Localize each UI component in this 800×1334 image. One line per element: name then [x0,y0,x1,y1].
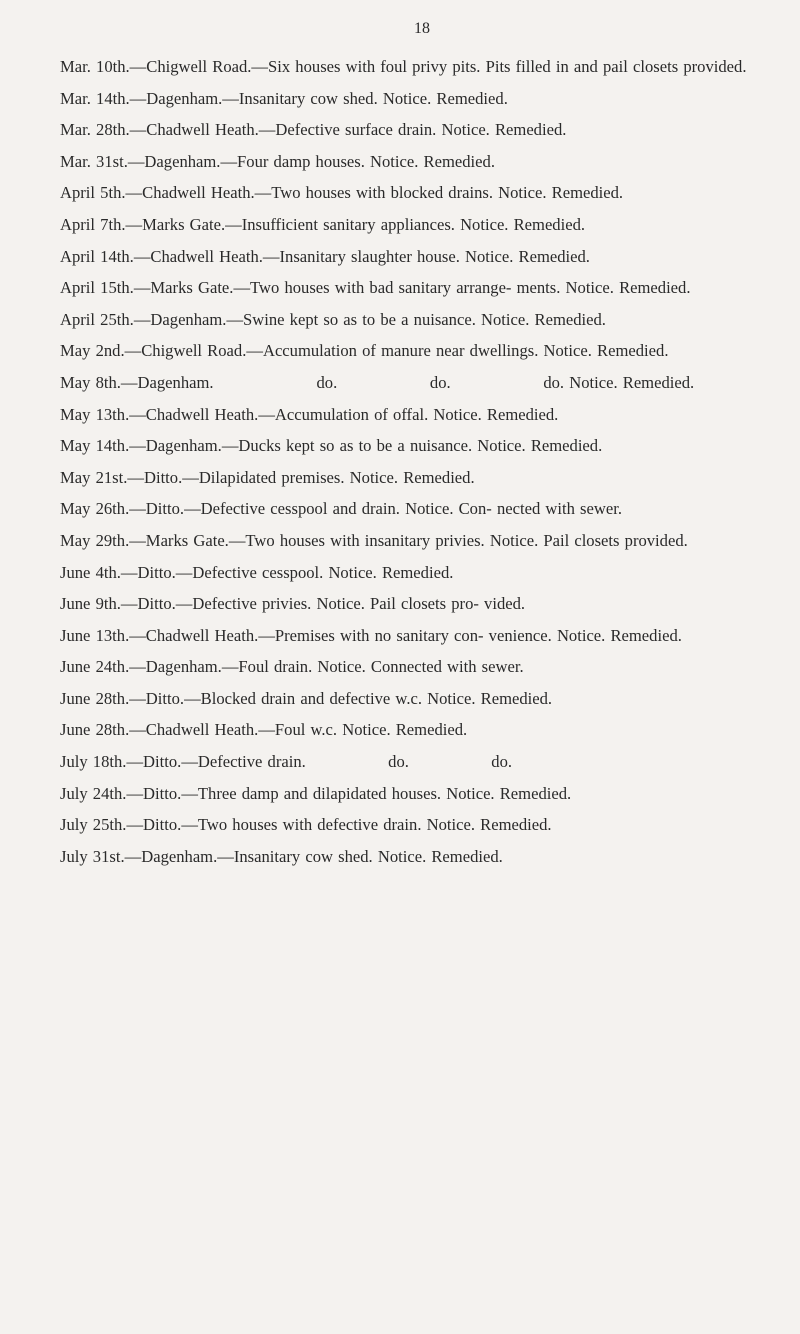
entry-item: June 28th.—Ditto.—Blocked drain and defective w.c. Notice. Remedied. [60,688,553,708]
entry-item: June 24th.—Dagenham.—Foul drain. Notice. Connected with sewer. [60,657,524,677]
entry-item: Mar. 10th.—Chigwell Road.—Six houses with foul privy pits. Pits filled in and pail closets provided. [60,57,747,76]
page-number: 18 [414,20,430,37]
entry-item: June 28th.—Chadwell Heath.—Foul w.c. Notice. Remedied. [60,720,468,740]
entry-item: Mar. 28th.—Chadwell Heath.—Defective surface drain. Notice. Remedied. [60,120,567,140]
entry-item: June 13th.—Chadwell Heath.—Premises with no sanitary con- venience. Notice. Remedied. [60,625,682,645]
entry-item: May 13th.—Chadwell Heath.—Accumulation of offal. Notice. Remedied. [60,404,559,424]
entry-item: May 21st.—Ditto.—Dilapidated premises. Notice. Remedied. [60,467,475,487]
entry-item: May 2nd.—Chigwell Road.—Accumulation of manure near dwellings. Notice. Remedied. [60,341,669,361]
entry-item: June 9th.—Ditto.—Defective privies. Notice. Pail closets pro- vided. [60,594,526,614]
entry-item: May 26th.—Ditto.—Defective cesspool and drain. Notice. Con- nected with sewer. [60,499,622,519]
entry-item: April 5th.—Chadwell Heath.—Two houses with blocked drains. Notice. Remedied. [60,183,624,203]
entry-item: June 4th.—Ditto.—Defective cesspool. Notice. Remedied. [60,562,454,582]
entry-item: July 18th.—Ditto.—Defective drain. do. do. [60,752,513,772]
entry-item: April 25th.—Dagenham.—Swine kept so as to be a nuisance. Notice. Remedied. [60,309,606,329]
entry-item: July 31st.—Dagenham.—Insanitary cow shed. Notice. Remedied. [60,846,503,866]
entry-item: July 24th.—Ditto.—Three damp and dilapidated houses. Notice. Remedied. [60,783,572,803]
entry-item: July 25th.—Ditto.—Two houses with defective drain. Notice. Remedied. [60,815,552,835]
entry-list [60,56,762,867]
entry-item: Mar. 14th.—Dagenham.—Insanitary cow shed. Notice. Remedied. [60,88,508,108]
entry-item: May 14th.—Dagenham.—Ducks kept so as to be a nuisance. Notice. Remedied. [60,436,603,456]
entry-item: April 15th.—Marks Gate.—Two houses with bad sanitary arrange- ments. Notice. Remedied. [60,278,691,298]
entry-item: May 29th.—Marks Gate.—Two houses with insanitary privies. Notice. Pail closets provided. [60,530,688,550]
entry-item: April 7th.—Marks Gate.—Insufficient sanitary appliances. Notice. Remedied. [60,214,586,234]
entry-item: May 8th.—Dagenham. do. do. do. Notice. Remedied. [60,372,695,392]
entry-item: April 14th.—Chadwell Heath.—Insanitary slaughter house. Notice. Remedied. [60,246,590,266]
entry-item: Mar. 31st.—Dagenham.—Four damp houses. Notice. Remedied. [60,151,495,171]
